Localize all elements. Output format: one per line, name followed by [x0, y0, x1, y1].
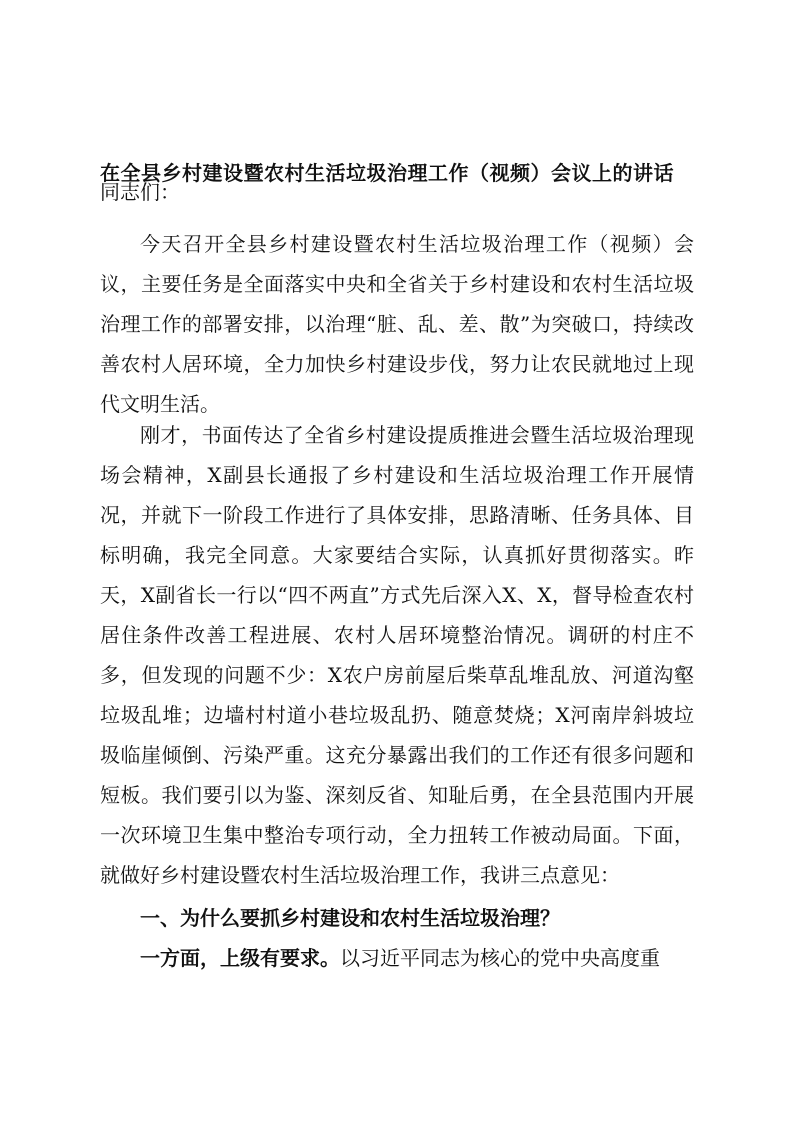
paragraph-3 [100, 938, 694, 978]
section-heading: 一、为什么要抓乡村建设和农村生活垃圾治理？ [140, 906, 560, 930]
salutation: 同志们： [100, 180, 180, 204]
document-title: 在全县乡村建设暨农村生活垃圾治理工作（视频）会议上的讲话 [100, 161, 674, 185]
paragraph-3-text: 以习近平同志为核心的党中央高度重 [340, 946, 660, 970]
paragraph-1: 今天召开全县乡村建设暨农村生活垃圾治理工作（视频）会议，主要任务是全面落实中央和全省关于乡村建设和农村生活垃圾治理工作的部署安排，以治理“脏、乱、差、散”为突破口，持续改善农村人居环境，全力加快乡村建设步伐，努力让农民就地过上现代文明生活。 [100, 232, 694, 416]
paragraph-2: 刚才，书面传达了全省乡村建设提质推进会暨生活垃圾治理现场会精神，X副县长通报了乡村建设和生活垃圾治理工作开展情况，并就下一阶段工作进行了具体安排，思路清晰、任务具体、目标明确，我完全同意。大家要结合实际，认真抓好贯彻落实。昨天，X副省长一行以“四不两直”方式先后深入X、X，督导检查农村居住条件改善工程进展、农村人居环境整治情况。调研的村庄不多，但发现的问题不少：X农户房前屋后柴草乱堆乱放、河道沟壑垃圾乱堆；边墙村村道小巷垃圾乱扔、随意焚烧；X河南岸斜坡垃圾临崖倾倒、污染严重。这充分暴露出我们的工作还有很多问题和短板。我们要引以为鉴、深刻反省、知耻后勇，在全县范围内开展一次环境卫生集中整治专项行动，全力扭转工作被动局面。下面，就做好乡村建设暨农村生活垃圾治理工作，我讲三点意见： [100, 423, 694, 887]
paragraph-3-lead: 一方面，上级有要求。 [140, 946, 340, 970]
